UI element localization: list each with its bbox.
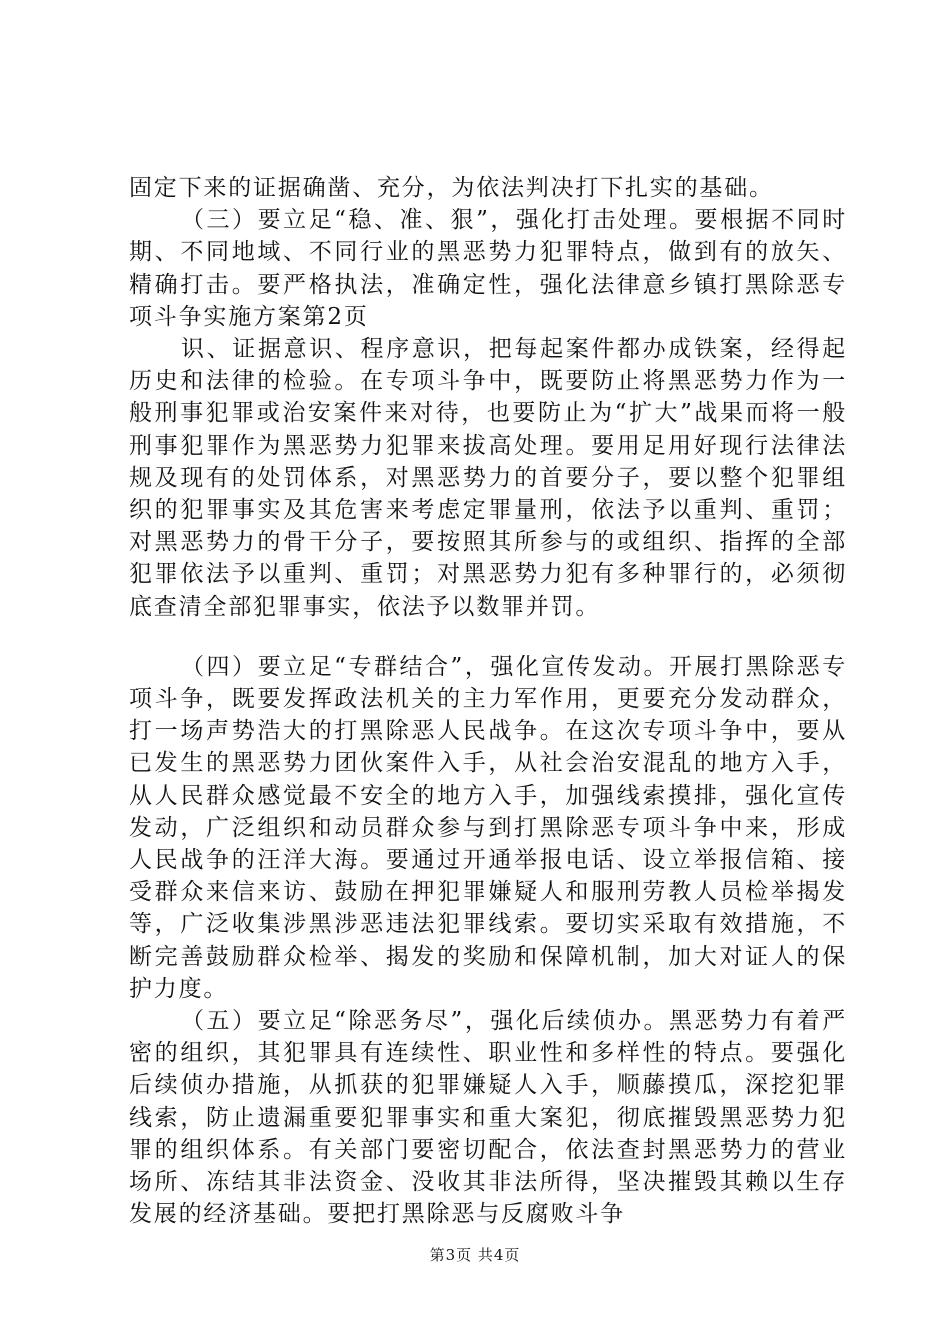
paragraph-section-3: （三）要立足“稳、准、狠”，强化打击处理。要根据不同时期、不同地域、不同行业的黑恶势力犯罪特点，做到有的放矢、精确打击。要严格执法，准确定性，强化法律意乡镇打黑除恶专项斗争实施方案第2页	[129, 207, 847, 330]
paragraph-continuation: 固定下来的证据确凿、充分，为依法判决打下扎实的基础。	[129, 175, 774, 201]
document-body	[129, 172, 847, 1231]
paragraph-section-3-continued: 识、证据意识、程序意识，把每起案件都办成铁案，经得起历史和法律的检验。在专项斗争中，既要防止将黑恶势力作为一般刑事犯罪或治安案件来对待，也要防止为“扩大”战果而将一般刑事犯罪作为黑恶势力犯罪来拔高处理。要用足用好现行法律法规及现有的处罚体系，对黑恶势力的首要分子，要以整个犯罪组织的犯罪事实及其危害来考虑定罪量刑，依法予以重判、重罚；对黑恶势力的骨干分子，要按照其所参与的或组织、指挥的全部犯罪依法予以重判、重罚；对黑恶势力犯有多种罪行的，必须彻底查清全部犯罪事实，依法予以数罪并罚。	[129, 336, 847, 620]
paragraph-section-5: （五）要立足“除恶务尽”，强化后续侦办。黑恶势力有着严密的组织，其犯罪具有连续性、职业性和多样性的特点。要强化后续侦办措施，从抓获的犯罪嫌疑人入手，顺藤摸瓜，深挖犯罪线索，防止遗漏重要犯罪事实和重大案犯，彻底摧毁黑恶势力犯罪的组织体系。有关部门要密切配合，依法查封黑恶势力的营业场所、冻结其非法资金、没收其非法所得，坚决摧毁其赖以生存发展的经济基础。要把打黑除恶与反腐败斗争	[129, 1008, 847, 1228]
page-footer: 第3页 共4页	[429, 1246, 521, 1264]
paragraph-section-4: （四）要立足“专群结合”，强化宣传发动。开展打黑除恶专项斗争，既要发挥政法机关的主力军作用，更要充分发动群众，打一场声势浩大的打黑除恶人民战争。在这次专项斗争中，要从已发生的黑恶势力团伙案件入手，从社会治安混乱的地方入手，从人民群众感觉最不安全的地方入手，加强线索摸排，强化宣传发动，广泛组织和动员群众参与到打黑除恶专项斗争中来，形成人民战争的汪洋大海。要通过开通举报电话、设立举报信箱、接受群众来信来访、鼓励在押犯罪嫌疑人和服刑劳教人员检举揭发等，广泛收集涉黑涉恶违法犯罪线索。要切实采取有效措施，不断完善鼓励群众检举、揭发的奖励和保障机制，加大对证人的保护力度。	[129, 653, 847, 1002]
